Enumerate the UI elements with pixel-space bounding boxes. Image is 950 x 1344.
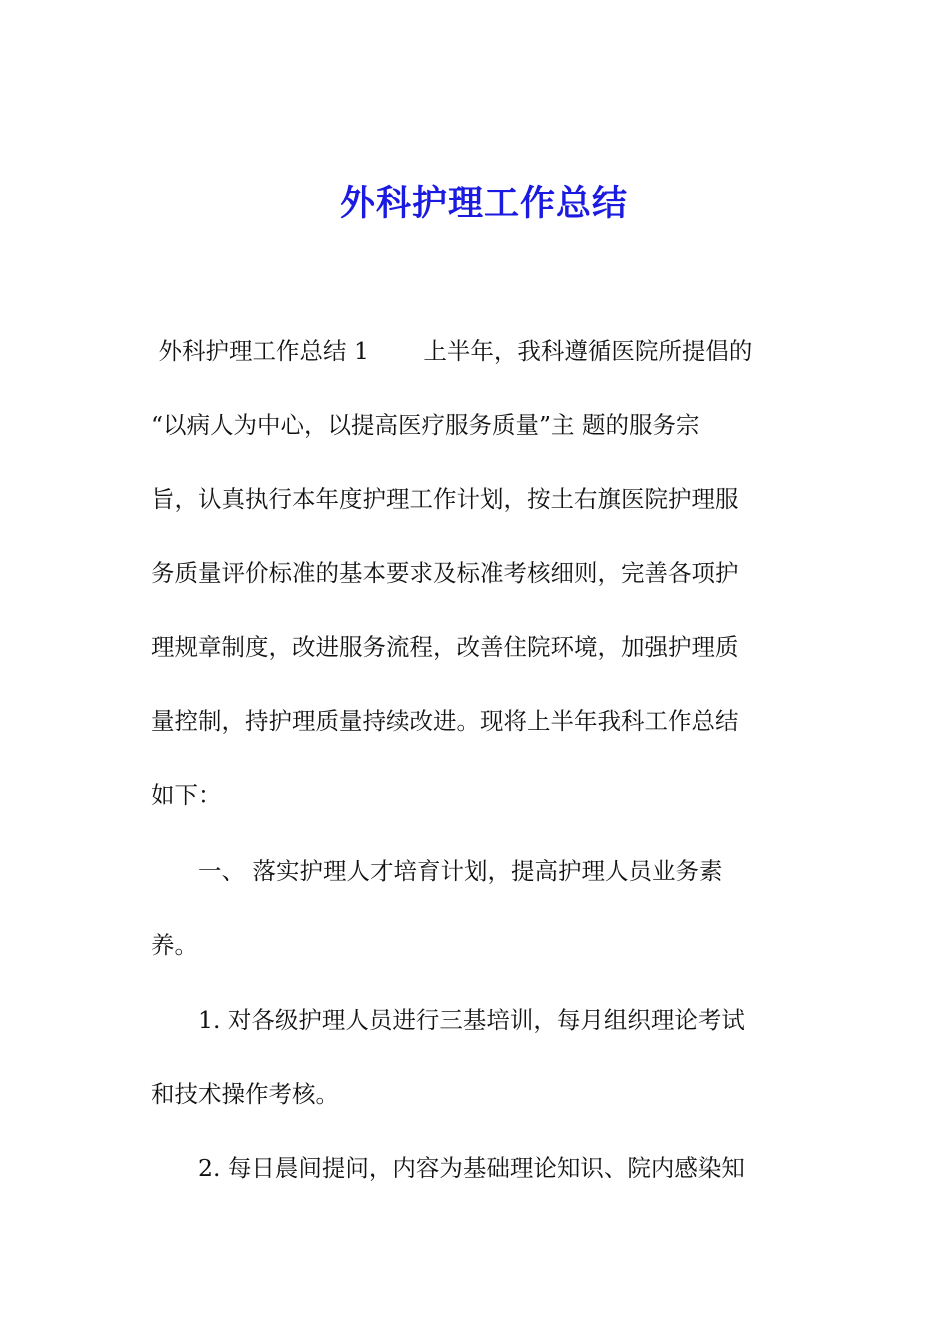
list-item-1: 1. 对各级护理人员进行三基培训，每月组织理论考试 — [151, 1006, 745, 1034]
body-line-7: 如下： — [151, 781, 222, 809]
body-line-5: 理规章制度，改进服务流程，改善住院环境，加强护理质 — [151, 633, 739, 661]
section-heading-1-cont: 养。 — [151, 931, 198, 959]
body-line-1: 外科护理工作总结 1 上半年，我科遵循医院所提倡的 — [151, 337, 753, 365]
list-item-1-cont: 和技术操作考核。 — [151, 1080, 339, 1108]
body-line-6: 量控制，持护理质量持续改进。现将上半年我科工作总结 — [151, 707, 739, 735]
document-title: 外科护理工作总结 — [339, 183, 628, 224]
list-item-2: 2. 每日晨间提问，内容为基础理论知识、院内感染知 — [151, 1154, 745, 1182]
body-line-3: 旨，认真执行本年度护理工作计划，按土右旗医院护理服 — [151, 485, 739, 513]
body-line-2: “以病人为中心，以提高医疗服务质量”主 题的服务宗 — [151, 411, 700, 439]
body-line-4: 务质量评价标准的基本要求及标准考核细则，完善各项护 — [151, 559, 739, 587]
section-heading-1: 一、 落实护理人才培育计划，提高护理人员业务素 — [151, 857, 723, 885]
